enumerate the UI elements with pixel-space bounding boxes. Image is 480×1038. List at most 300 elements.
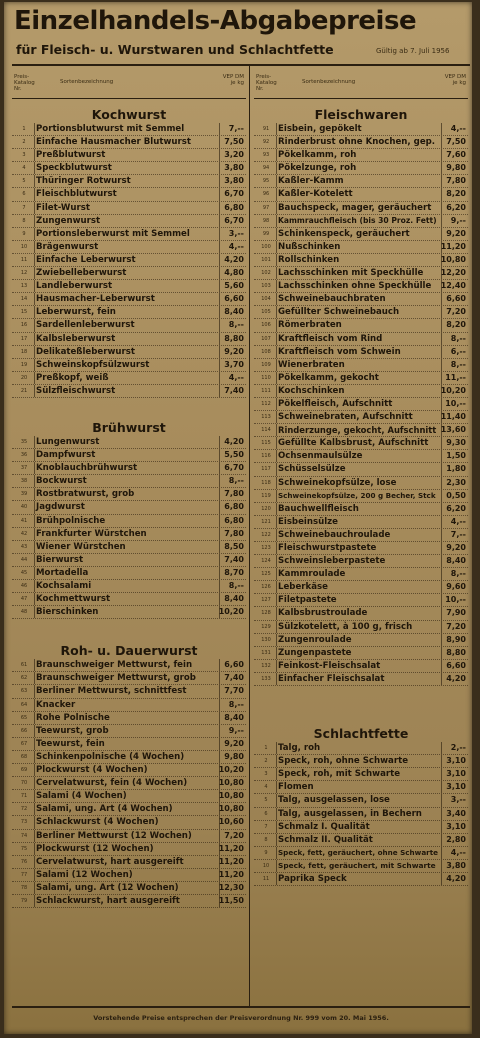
product-price: 8,40 (446, 556, 466, 566)
price-row (12, 751, 246, 764)
catalog-number: 2 (22, 139, 26, 146)
price-row (254, 673, 468, 686)
section-title: Fleischwaren (314, 107, 408, 122)
product-price: 9,-- (450, 215, 466, 225)
catalog-number: 96 (262, 191, 270, 198)
price-row (254, 660, 468, 673)
left-column (12, 68, 246, 1003)
catalog-number: 97 (262, 204, 270, 211)
product-price: 10,60 (218, 817, 244, 827)
row-rule (219, 699, 220, 711)
product-name: Frankfurter Würstchen (36, 528, 147, 539)
catalog-number: 11 (262, 875, 270, 882)
catalog-number: 116 (261, 453, 271, 460)
product-name: Schmalz I. Qualität (278, 821, 370, 832)
product-name: Cervelatwurst, hart ausgereift (36, 856, 184, 867)
product-name: Schinkenspeck, geräuchert (278, 228, 410, 239)
catalog-number: 94 (262, 165, 270, 172)
price-row (254, 202, 468, 215)
product-name: Cervelatwurst, fein (4 Wochen) (36, 778, 188, 789)
product-price: 7,80 (446, 176, 466, 186)
row-rule (219, 567, 220, 579)
product-name: Zwiebelleberwurst (36, 268, 127, 279)
row-rule (219, 488, 220, 500)
price-row (254, 463, 468, 476)
catalog-number: 2 (264, 758, 268, 765)
product-name: Kochmettwurst (36, 594, 111, 605)
catalog-number: 111 (261, 387, 271, 394)
catalog-number: 63 (20, 688, 28, 695)
row-rule (441, 607, 442, 619)
catalog-number: 115 (261, 440, 271, 447)
price-row (12, 319, 246, 332)
row-rule (441, 568, 442, 580)
row-rule (441, 516, 442, 528)
product-price: 4,20 (224, 436, 244, 446)
product-price: 11,20 (440, 241, 466, 251)
row-rule (219, 372, 220, 384)
row-rule (219, 528, 220, 540)
catalog-number: 109 (261, 361, 271, 368)
product-name: Schweinebraten, Aufschnitt (278, 412, 413, 423)
catalog-number: 65 (20, 714, 28, 721)
catalog-number: 128 (261, 610, 271, 617)
row-rule (441, 319, 442, 331)
row-rule (441, 162, 442, 174)
price-row (254, 280, 468, 293)
row-rule (219, 280, 220, 292)
catalog-number: 105 (261, 309, 271, 316)
row-rule (441, 529, 442, 541)
product-price: 0,50 (446, 490, 466, 500)
item-list (12, 436, 246, 619)
product-price: 9,80 (446, 163, 466, 173)
row-rule (219, 385, 220, 397)
row-rule (219, 554, 220, 566)
catalog-number: 68 (20, 753, 28, 760)
price-row (254, 755, 468, 768)
product-name: Brägenwurst (36, 241, 99, 252)
section-title: Brühwurst (92, 419, 166, 435)
product-price: 8,40 (224, 594, 244, 604)
product-name: Schweinekopfsülze, lose (278, 477, 397, 488)
product-price: 2,30 (446, 477, 466, 487)
product-name: Eisbeinsülze (278, 516, 338, 527)
price-row (254, 293, 468, 306)
price-row (254, 555, 468, 568)
catalog-number: 78 (20, 884, 28, 891)
product-name: Schüsselsülze (278, 464, 346, 475)
price-row (12, 293, 246, 306)
price-row (254, 860, 468, 873)
product-name: Preßblutwurst (36, 150, 106, 161)
row-rule (219, 162, 220, 174)
price-row (254, 821, 468, 834)
product-price: 6,20 (446, 202, 466, 212)
product-price: 4,-- (450, 847, 466, 857)
product-price: 7,20 (446, 307, 466, 317)
price-row (12, 712, 246, 725)
row-rule (219, 188, 220, 200)
product-name: Kalbsbrustroulade (278, 608, 368, 619)
price-row (254, 385, 468, 398)
catalog-number: 100 (261, 243, 271, 250)
price-row (254, 267, 468, 280)
price-row (12, 306, 246, 319)
product-name: Wiener Würstchen (36, 541, 126, 552)
price-row (254, 568, 468, 581)
product-name: Fleischwurstpastete (278, 543, 377, 553)
product-name: Schweinsleberpastete (278, 556, 386, 567)
catalog-number: 1 (264, 745, 268, 752)
product-name: Teewurst, grob (36, 725, 109, 736)
catalog-number: 20 (20, 374, 28, 381)
row-rule (441, 215, 442, 227)
product-price: 8,-- (450, 333, 466, 343)
catalog-number: 107 (261, 335, 271, 342)
price-row (254, 346, 468, 359)
price-row (254, 149, 468, 162)
product-price: 8,80 (224, 333, 244, 343)
product-price: 4,-- (450, 516, 466, 526)
catalog-number: 98 (262, 217, 270, 224)
row-rule (441, 463, 442, 475)
price-row (12, 515, 246, 528)
row-rule (219, 738, 220, 750)
price-row (12, 528, 246, 541)
product-name: Zungenwurst (36, 215, 101, 226)
catalog-number: 117 (261, 466, 271, 473)
price-row (254, 411, 468, 424)
product-name: Kammrauchfleisch (bis 30 Proz. Fett) (278, 215, 437, 225)
product-price: 9,20 (446, 543, 466, 552)
product-price: 6,70 (224, 215, 244, 225)
row-rule (219, 202, 220, 214)
product-price: 9,-- (228, 725, 244, 735)
product-name: Kochschinken (278, 385, 345, 396)
product-name: Braunschweiger Mettwurst, fein (36, 660, 193, 671)
product-price: 6,60 (446, 660, 466, 670)
row-rule (441, 834, 442, 846)
row-rule (219, 685, 220, 697)
product-price: 11,40 (440, 412, 466, 422)
price-row (12, 685, 246, 698)
product-name: Salami (12 Wochen) (36, 869, 133, 880)
top-rule (12, 64, 470, 66)
product-name: Rostbratwurst, grob (36, 489, 135, 500)
row-rule (441, 228, 442, 240)
catalog-number: 11 (20, 256, 28, 263)
product-price: 7,20 (446, 621, 466, 631)
catalog-number: 102 (261, 270, 271, 277)
catalog-number: 130 (261, 636, 271, 643)
catalog-number: 79 (20, 897, 28, 904)
product-name: Einfacher Fleischsalat (278, 673, 385, 684)
product-price: 8,-- (228, 320, 244, 330)
product-price: 2,80 (446, 834, 466, 844)
product-name: Kaßler-Kotelett (278, 189, 353, 200)
catalog-number: 8 (22, 217, 26, 224)
row-rule (441, 149, 442, 161)
catalog-number: 10 (20, 243, 28, 250)
row-rule (219, 254, 220, 266)
product-price: 8,-- (228, 476, 244, 486)
row-rule (441, 634, 442, 646)
row-rule (441, 188, 442, 200)
catalog-number: 125 (261, 571, 271, 578)
product-price: 3,80 (224, 163, 244, 173)
catalog-number: 127 (261, 597, 271, 604)
product-name: Schmalz II. Qualität (278, 834, 373, 845)
product-name: Schweinskopfsülzwurst (36, 359, 150, 370)
product-price: 3,10 (446, 756, 466, 766)
catalog-number: 93 (262, 152, 270, 159)
price-row (254, 372, 468, 385)
product-price: 7,50 (446, 137, 466, 147)
product-name: Dampfwurst (36, 450, 96, 461)
catalog-number: 71 (20, 793, 28, 800)
price-row (12, 593, 246, 606)
row-rule (219, 306, 220, 318)
product-name: Fleischblutwurst (36, 189, 117, 200)
catalog-number: 62 (20, 675, 28, 682)
product-price: 3,80 (446, 860, 466, 870)
product-price: 5,60 (224, 281, 244, 291)
price-row (12, 333, 246, 346)
product-name: Talg, roh (278, 743, 321, 754)
price-row (12, 254, 246, 267)
catalog-number: 61 (20, 662, 28, 669)
price-row (12, 672, 246, 685)
row-rule (219, 751, 220, 763)
product-name: Paprika Speck (278, 873, 347, 884)
row-rule (219, 501, 220, 513)
product-name: Delikateßleberwurst (36, 346, 135, 357)
header-product-name: Sortenbezeichnung (302, 79, 356, 85)
product-name: Hausmacher-Leberwurst (36, 294, 155, 305)
product-name: Salami, ung. Art (12 Wochen) (36, 882, 179, 893)
product-name: Eisbein, gepökelt (278, 124, 362, 134)
row-rule (441, 175, 442, 187)
catalog-number: 4 (22, 165, 26, 172)
product-price: 4,80 (224, 268, 244, 278)
catalog-number: 99 (262, 230, 270, 237)
price-row (12, 359, 246, 372)
row-rule (219, 449, 220, 461)
section-title: Kochwurst (91, 107, 167, 122)
product-name: Sülzfleischwurst (36, 385, 116, 396)
left-column-header (12, 68, 246, 99)
product-name: Zungenroulade (278, 634, 352, 645)
section-rohwurst (12, 643, 246, 908)
catalog-number: 101 (261, 256, 271, 263)
row-rule (219, 267, 220, 279)
catalog-number: 4 (264, 784, 268, 791)
price-row (12, 790, 246, 803)
row-rule (441, 581, 442, 593)
price-row (254, 794, 468, 807)
product-name: Kaßler-Kamm (278, 176, 344, 187)
catalog-number: 113 (261, 414, 271, 421)
row-rule (441, 660, 442, 672)
price-row (12, 280, 246, 293)
price-row (12, 882, 246, 895)
row-rule (219, 149, 220, 161)
price-row (12, 777, 246, 790)
product-price: 6,80 (224, 502, 244, 512)
product-price: 6,70 (224, 463, 244, 473)
product-price: 7,-- (450, 529, 466, 539)
catalog-number: 9 (22, 230, 26, 237)
product-price: 10,80 (218, 791, 244, 801)
catalog-number: 21 (20, 387, 28, 394)
item-list (12, 659, 246, 908)
catalog-number: 70 (20, 780, 28, 787)
product-name: Nußschinken (278, 241, 341, 252)
item-list (254, 123, 468, 686)
product-name: Zungenpastete (278, 647, 352, 658)
product-price: 11,20 (218, 869, 244, 879)
product-name: Preßkopf, weiß (36, 372, 109, 383)
price-row (254, 333, 468, 346)
product-price: 8,-- (228, 581, 244, 590)
price-row (254, 594, 468, 607)
product-name: Sülzkotelett, à 100 g, frisch (278, 621, 413, 632)
catalog-number: 1 (22, 126, 26, 132)
product-price: 8,20 (446, 320, 466, 330)
price-row (254, 188, 468, 201)
header-catalog-nr: Preis-Katalog Nr. (256, 74, 277, 92)
catalog-number: 112 (261, 400, 271, 407)
price-row (12, 895, 246, 908)
row-rule (219, 175, 220, 187)
catalog-number: 17 (20, 335, 28, 342)
row-rule (441, 359, 442, 371)
price-row (12, 162, 246, 175)
price-row (254, 123, 468, 136)
price-row (254, 742, 468, 755)
product-price: 4,20 (224, 254, 244, 264)
product-name: Schlackwurst, hart ausgereift (36, 895, 180, 906)
catalog-number: 72 (20, 806, 28, 813)
price-row (254, 542, 468, 555)
product-price: 7,80 (224, 528, 244, 538)
product-name: Einfache Hausmacher Blutwurst (36, 137, 191, 148)
catalog-number: 106 (261, 322, 271, 329)
product-price: 8,40 (224, 307, 244, 317)
price-row (254, 175, 468, 188)
catalog-number: 6 (264, 810, 268, 817)
product-name: Gefüllter Schweinebauch (278, 307, 400, 318)
product-price: 8,40 (224, 712, 244, 722)
product-price: 9,30 (446, 438, 466, 448)
product-price: 8,-- (450, 359, 466, 369)
row-rule (219, 462, 220, 474)
page-subtitle: für Fleisch- u. Wurstwaren und Schlachtfette (16, 42, 334, 57)
price-row (12, 856, 246, 869)
row-rule (441, 293, 442, 305)
row-rule (441, 647, 442, 659)
row-rule (441, 477, 442, 489)
product-price: 7,40 (224, 554, 244, 564)
footer-note: Vorstehende Preise entsprechen der Preisverordnung Nr. 999 vom 20. Mai 1956. (93, 1014, 389, 1022)
product-price: 7,70 (224, 686, 244, 696)
product-name: Jagdwurst (36, 502, 85, 513)
product-price: 7,90 (446, 608, 466, 618)
catalog-number: 42 (20, 530, 28, 537)
catalog-number: 45 (20, 569, 28, 576)
catalog-number: 73 (20, 819, 28, 826)
price-row (254, 490, 468, 503)
row-rule (441, 346, 442, 358)
product-name: Berliner Mettwurst, schnittfest (36, 686, 187, 697)
price-row (12, 462, 246, 475)
product-name: Lungenwurst (36, 436, 100, 447)
catalog-number: 119 (261, 492, 271, 499)
product-price: 10,80 (218, 778, 244, 788)
product-price: 7,-- (228, 124, 244, 133)
product-price: 10,20 (218, 607, 244, 617)
catalog-number: 18 (20, 348, 28, 355)
product-name: Pökelkamm, roh (278, 150, 357, 161)
price-row (12, 830, 246, 843)
row-rule (441, 673, 442, 685)
price-row (254, 228, 468, 241)
catalog-number: 124 (261, 558, 271, 565)
product-price: 10,-- (445, 595, 466, 605)
product-name: Pökelfleisch, Aufschnitt (278, 398, 393, 409)
product-price: 8,70 (224, 567, 244, 577)
product-price: 9,20 (224, 346, 244, 356)
catalog-number: 3 (22, 152, 26, 159)
catalog-number: 16 (20, 322, 28, 329)
product-name: Speckblutwurst (36, 163, 112, 174)
product-name: Filetpastete (278, 595, 337, 606)
product-price: 3,10 (446, 821, 466, 831)
catalog-number: 37 (20, 465, 28, 472)
catalog-number: 114 (261, 427, 271, 434)
price-row (254, 477, 468, 490)
row-rule (441, 742, 442, 754)
row-rule (441, 306, 442, 318)
price-row (254, 162, 468, 175)
price-row (12, 580, 246, 593)
product-price: 3,10 (446, 769, 466, 779)
catalog-number: 122 (261, 531, 271, 538)
catalog-number: 69 (20, 767, 28, 774)
price-row (254, 607, 468, 620)
catalog-number: 40 (20, 504, 28, 511)
price-row (12, 436, 246, 449)
product-price: 4,-- (228, 372, 244, 382)
row-rule (441, 794, 442, 806)
product-price: 6,60 (224, 660, 244, 670)
product-price: 7,50 (224, 137, 244, 147)
row-rule (219, 712, 220, 724)
product-price: 10,-- (445, 398, 466, 408)
catalog-number: 12 (20, 270, 28, 277)
product-name: Portionsleberwurst mit Semmel (36, 228, 190, 239)
row-rule (219, 136, 220, 148)
price-row (12, 725, 246, 738)
validity-date: Gültig ab 7. Juli 1956 (376, 47, 450, 55)
row-rule (441, 437, 442, 449)
product-name: Landleberwurst (36, 281, 113, 292)
row-rule (441, 594, 442, 606)
product-price: 8,80 (446, 647, 466, 657)
row-rule (219, 659, 220, 671)
price-row (12, 372, 246, 385)
